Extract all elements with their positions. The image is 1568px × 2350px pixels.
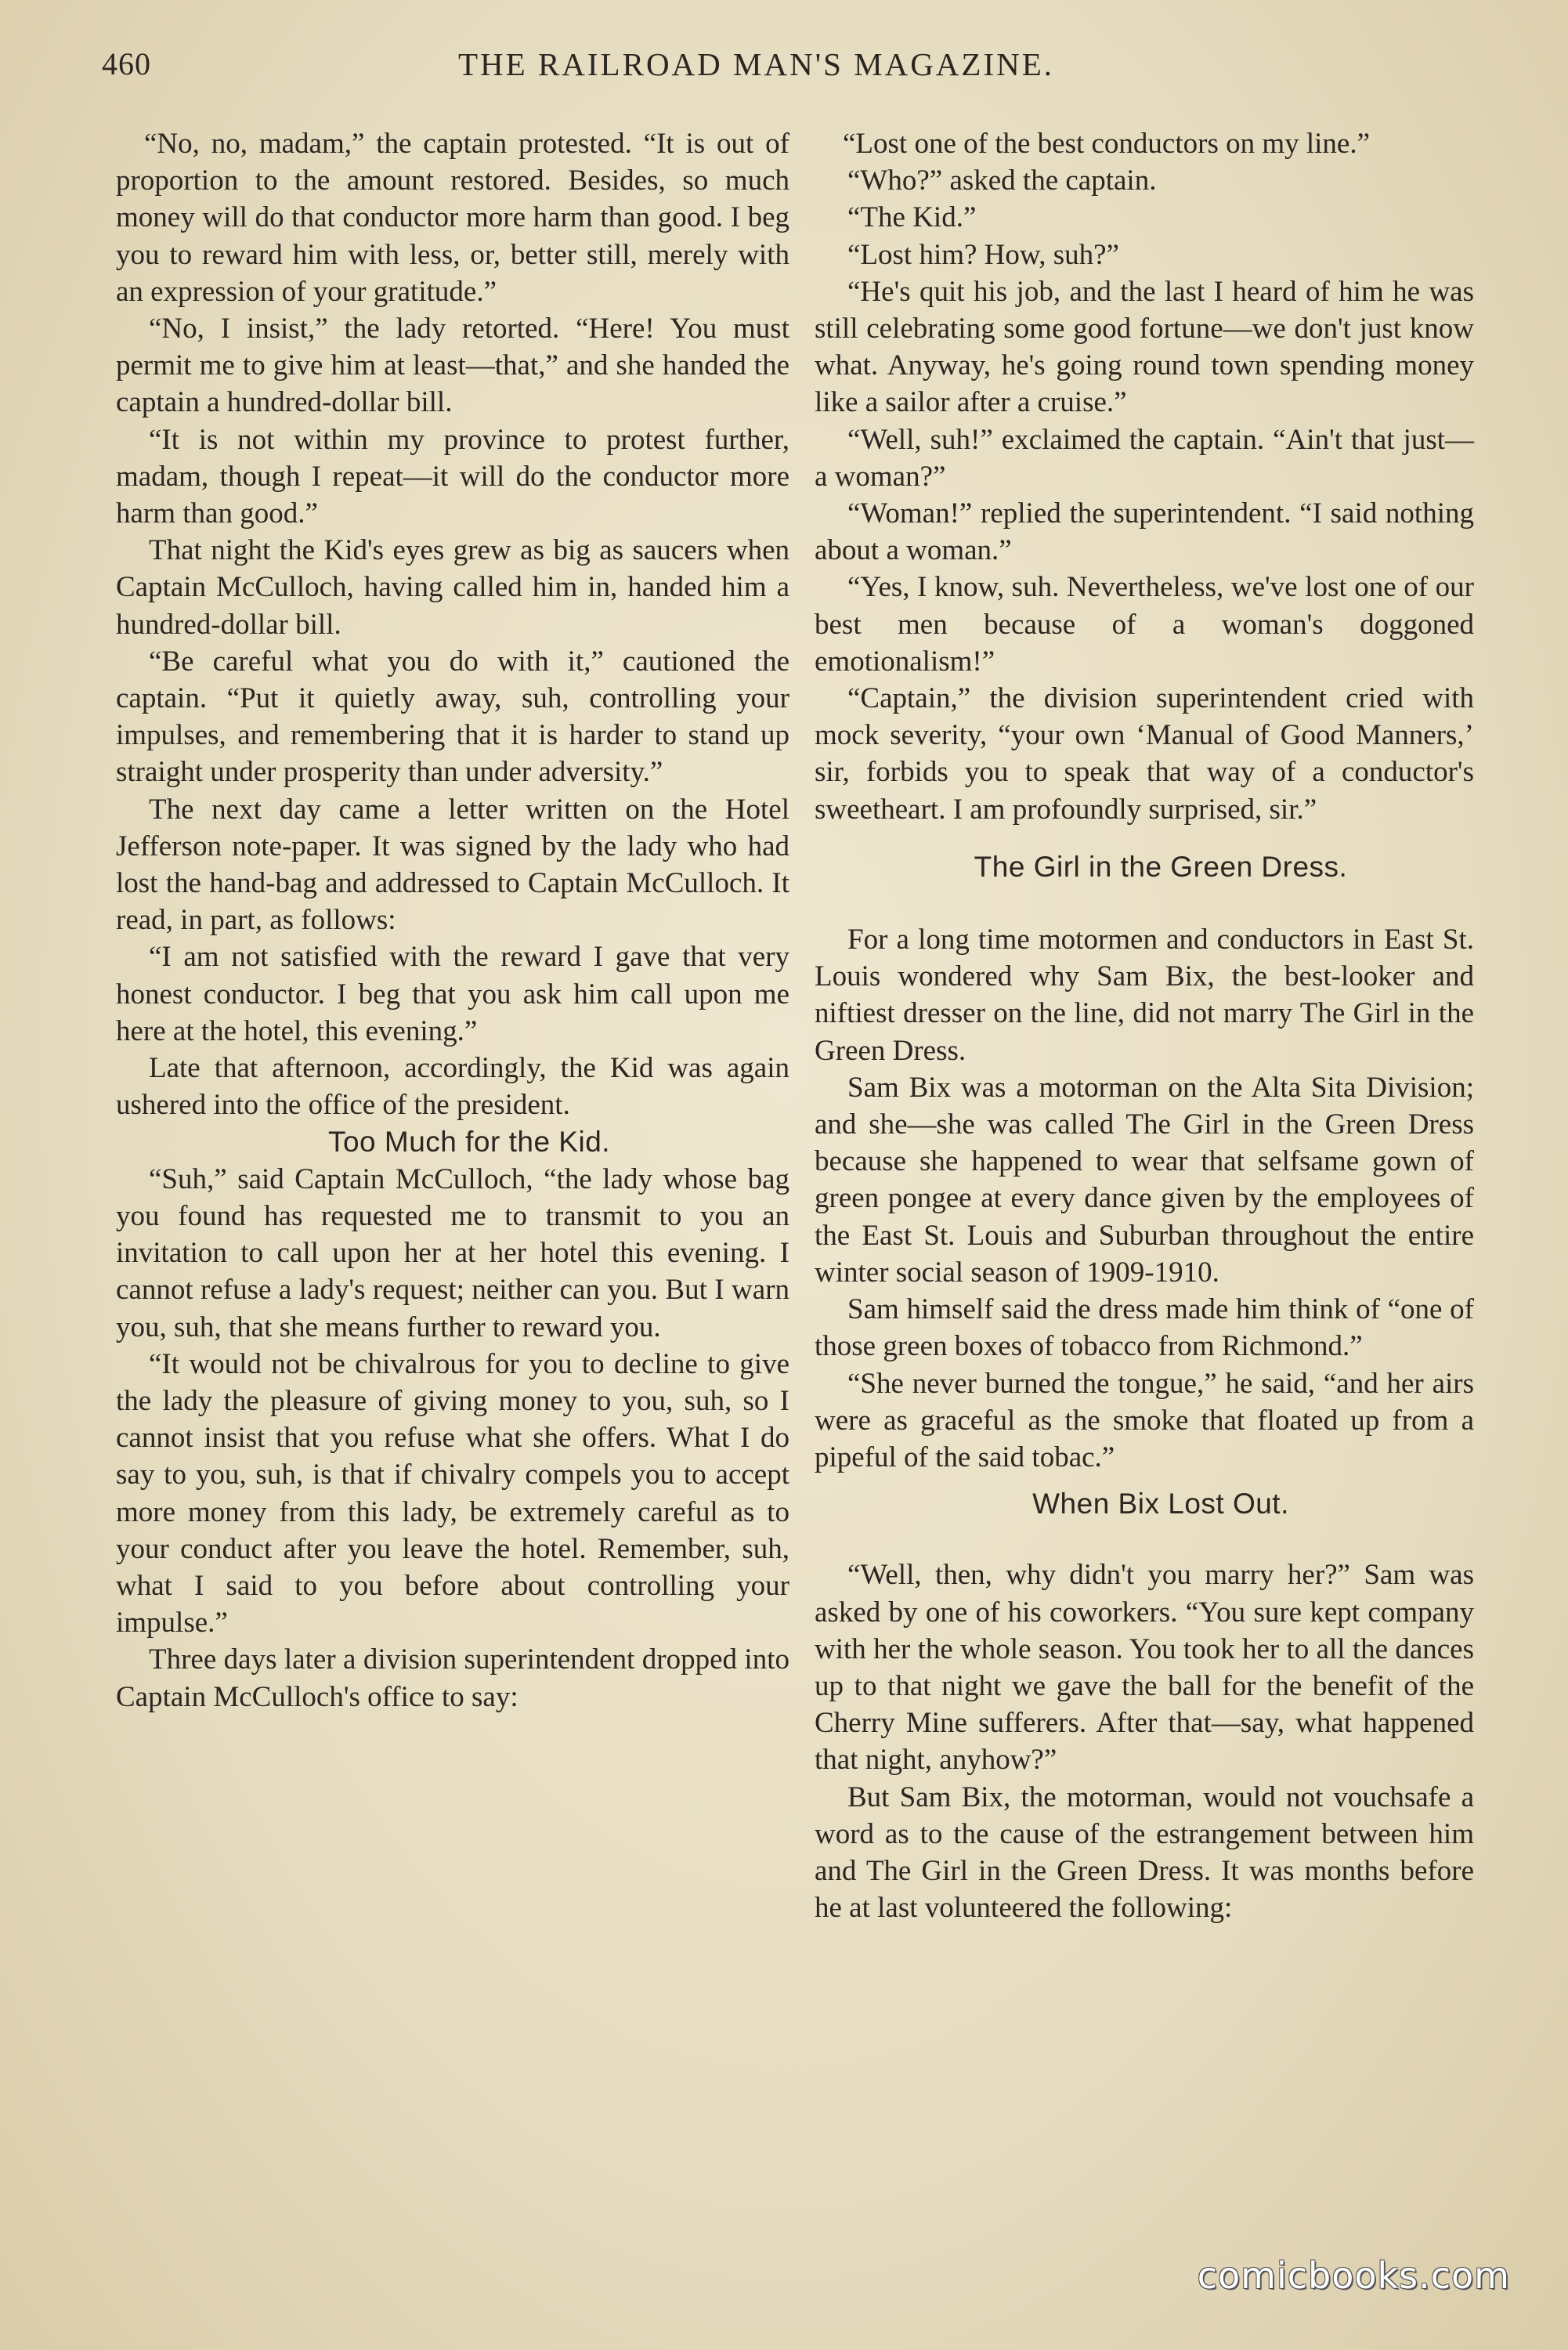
paragraph: “Captain,” the division superintendent cried with mock severity, “your own ‘Manual of Good Manners,’ sir, forbids you to speak that way of a conductor's sweetheart. I am profoundly surprised, sir.” bbox=[815, 682, 1474, 826]
left-column bbox=[116, 125, 789, 1716]
paragraph: Three days later a division superintendent dropped into Captain McCulloch's office to say: bbox=[116, 1643, 789, 1713]
paragraph: “Lost him? How, suh?” bbox=[847, 238, 1119, 271]
paragraph: “It is not within my province to protest further, madam, though I repeat—it will do the conductor more harm than good.” bbox=[116, 423, 789, 530]
paragraph: “Suh,” said Captain McCulloch, “the lady whose bag you found has requested me to transmit to you an invitation to call upon her at her hotel this evening. I cannot refuse a lady's request; neither can you. But I warn you, suh, that she means further to reward you. bbox=[116, 1162, 789, 1343]
section-heading: Too Much for the Kid. bbox=[327, 1126, 611, 1159]
paragraph: Late that afternoon, accordingly, the Kid was again ushered into the office of the president. bbox=[116, 1052, 789, 1122]
paragraph: “I am not satisfied with the reward I gave that very honest conductor. I beg that you ask him call upon me here at the hotel, this evening.” bbox=[116, 941, 789, 1047]
paragraph: “Lost one of the best conductors on my line.” bbox=[843, 128, 1371, 160]
section-heading: The Girl in the Green Dress. bbox=[974, 850, 1348, 883]
paragraph: “Who?” asked the captain. bbox=[847, 164, 1157, 197]
paragraph: “No, no, madam,” the captain protested. “It is out of proportion to the amount restored. Besides, so much money will do that conductor more harm than good. I beg you to reward him with less, or, better still, merely with an expression of your gratitude.” bbox=[116, 128, 789, 308]
paragraph: “Well, suh!” exclaimed the captain. “Ain't that just—a woman?” bbox=[815, 423, 1474, 493]
running-title: THE RAILROAD MAN'S MAGAZINE. bbox=[458, 46, 1055, 82]
paragraph: “He's quit his job, and the last I heard of him he was still celebrating some good fortune—we don't just know what. Anyway, he's going round town spending money like a sailor after a cruise.” bbox=[815, 275, 1474, 419]
watermark: comicbooks.com bbox=[1197, 2254, 1510, 2297]
paragraph: “She never burned the tongue,” he said, “and her airs were as graceful as the smoke that floated up from a pipeful of the said tobac.” bbox=[815, 1367, 1474, 1473]
page-number: 460 bbox=[102, 46, 151, 81]
paragraph: “Well, then, why didn't you marry her?” Sam was asked by one of his coworkers. “You sure kept company with her the whole season. You took her to all the dances up to that night we gave the ball for the benefit of the Cherry Mine sufferers. After that—say, what happened that night, anyhow?” bbox=[815, 1559, 1474, 1777]
paragraph: “It would not be chivalrous for you to decline to give the lady the pleasure of giving money to you, suh, so I cannot insist that you refuse what she offers. What I do say to you, suh, is that if chivalry compels you to accept more money from this lady, be extremely careful as to your conduct after you leave the hotel. Remember, suh, what I said to you before about controlling your impulse.” bbox=[116, 1347, 789, 1640]
paragraph: Sam himself said the dress made him think of “one of those green boxes of tobacco from Richmond.” bbox=[815, 1293, 1474, 1363]
paragraph: For a long time motormen and conductors in East St. Louis wondered why Sam Bix, the best-looker and niftiest dresser on the line, did not marry The Girl in the Green Dress. bbox=[815, 924, 1474, 1067]
section-heading: When Bix Lost Out. bbox=[1032, 1488, 1289, 1520]
paragraph: “Be careful what you do with it,” cautioned the captain. “Put it quietly away, suh, controlling your impulses, and remembering that it is harder to stand up straight under prosperity than under adversity.” bbox=[116, 645, 789, 789]
paragraph: Sam Bix was a motorman on the Alta Sita Division; and she—she was called The Girl in the Green Dress because she happened to wear that selfsame gown of green pongee at every dance given by the employees of the East St. Louis and Suburban throughout the entire winter social season of 1909-1910. bbox=[815, 1071, 1474, 1289]
paragraph: “Woman!” replied the superintendent. “I said nothing about a woman.” bbox=[815, 497, 1474, 567]
paragraph: “Yes, I know, suh. Nevertheless, we've lost one of our best men because of a woman's doggoned emotionalism!” bbox=[815, 571, 1474, 678]
paragraph: But Sam Bix, the motorman, would not vouchsafe a word as to the cause of the estrangement between him and The Girl in the Green Dress. It was months before he at last volunteered the following: bbox=[815, 1781, 1474, 1925]
paragraph: That night the Kid's eyes grew as big as saucers when Captain McCulloch, having called him in, handed him a hundred-dollar bill. bbox=[116, 534, 789, 641]
paragraph: “No, I insist,” the lady retorted. “Here! You must permit me to give him at least—that,” and she handed the captain a hundred-dollar bill. bbox=[116, 313, 789, 419]
paragraph: “The Kid.” bbox=[847, 201, 977, 234]
paragraph: The next day came a letter written on the Hotel Jefferson note-paper. It was signed by the lady who had lost the hand-bag and addressed to Captain McCulloch. It read, in part, as follows: bbox=[116, 793, 789, 937]
right-column bbox=[815, 125, 1474, 1926]
page-header bbox=[102, 41, 1474, 96]
